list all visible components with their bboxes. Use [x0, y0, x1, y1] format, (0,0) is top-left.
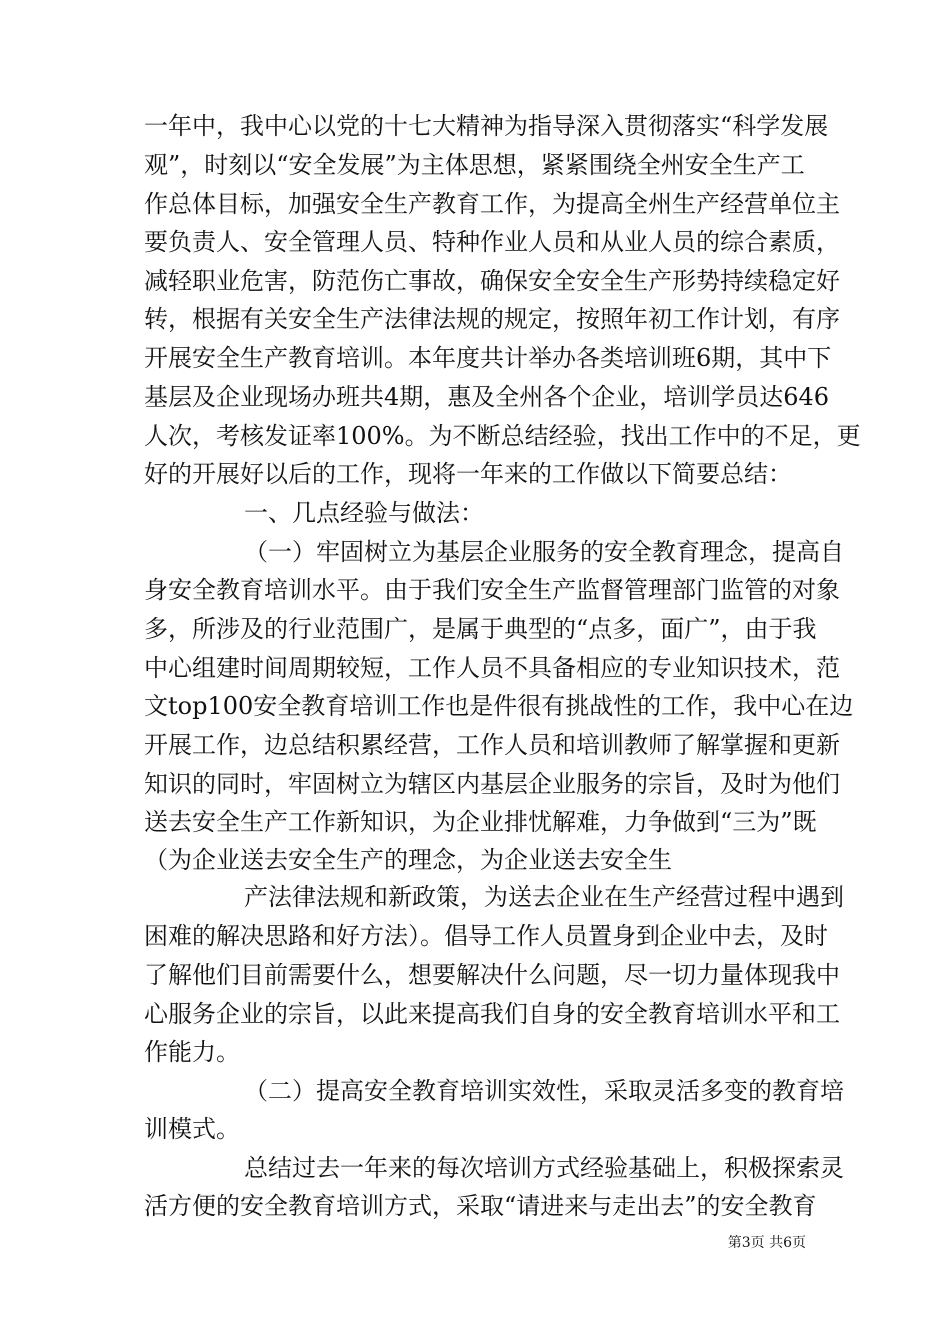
text-line: （一）牢固树立为基层企业服务的安全教育理念，提高自	[244, 538, 844, 566]
text-line: 减轻职业危害，防范伤亡事故，确保安全安全生产形势持续稳定好	[144, 267, 840, 295]
text-line: 心服务企业的宗旨，以此来提高我们自身的安全教育培训水平和工	[144, 1000, 840, 1028]
text-line: 身安全教育培训水平。由于我们安全生产监督管理部门监管的对象	[144, 576, 840, 604]
text-line: 送去安全生产工作新知识，为企业排忧解难，力争做到“三为”既	[144, 808, 817, 836]
text-line: 要负责人、安全管理人员、特种作业人员和从业人员的综合素质，	[144, 228, 840, 256]
text-line: 一年中，我中心以党的十七大精神为指导深入贯彻落实“科学发展	[144, 112, 829, 140]
text-line: 开展工作，边总结积累经营，工作人员和培训教师了解掌握和更新	[144, 731, 840, 759]
text-line: 中心组建时间周期较短，工作人员不具备相应的专业知识技术，范	[144, 654, 840, 682]
page-number: 第3页 共6页	[727, 1235, 806, 1251]
text-line: 基层及企业现场办班共4期，惠及全州各个企业，培训学员达646	[144, 383, 830, 411]
text-line: 多，所涉及的行业范围广，是属于典型的“点多，面广”，由于我	[144, 615, 817, 643]
text-line: 作总体目标，加强安全生产教育工作，为提高全州生产经营单位主	[144, 190, 840, 218]
text-line: 活方便的安全教育培训方式，采取“请进来与走出去”的安全教育	[144, 1192, 817, 1220]
text-line: 知识的同时，牢固树立为辖区内基层企业服务的宗旨，及时为他们	[144, 770, 840, 798]
text-line: 困难的解决思路和好方法）。倡导工作人员置身到企业中去，及时	[144, 922, 828, 950]
text-line: 转，根据有关安全生产法律法规的规定，按照年初工作计划，有序	[144, 305, 840, 333]
text-line: 了解他们目前需要什么，想要解决什么问题，尽一切力量体现我中	[144, 961, 840, 989]
text-line: 总结过去一年来的每次培训方式经验基础上，积极探索灵	[244, 1154, 844, 1182]
text-line: 文top100安全教育培训工作也是件很有挑战性的工作，我中心在边	[144, 692, 854, 720]
text-line: 观”，时刻以“安全发展”为主体思想，紧紧围绕全州安全生产工	[144, 151, 805, 179]
text-line: （二）提高安全教育培训实效性，采取灵活多变的教育培	[244, 1077, 844, 1105]
text-line: 产法律法规和新政策，为送去企业在生产经营过程中遇到	[244, 883, 844, 911]
text-line: （为企业送去安全生产的理念，为企业送去安全生	[144, 846, 672, 874]
text-line: 好的开展好以后的工作，现将一年来的工作做以下简要总结：	[144, 460, 792, 488]
text-line: 作能力。	[144, 1038, 240, 1066]
text-line: 人次，考核发证率100%。为不断总结经验，找出工作中的不足，更	[144, 422, 861, 450]
text-line: 开展安全生产教育培训。本年度共计举办各类培训班6期，其中下	[144, 344, 832, 372]
text-line: 一、几点经验与做法：	[244, 499, 484, 527]
text-line: 训模式。	[144, 1115, 240, 1143]
